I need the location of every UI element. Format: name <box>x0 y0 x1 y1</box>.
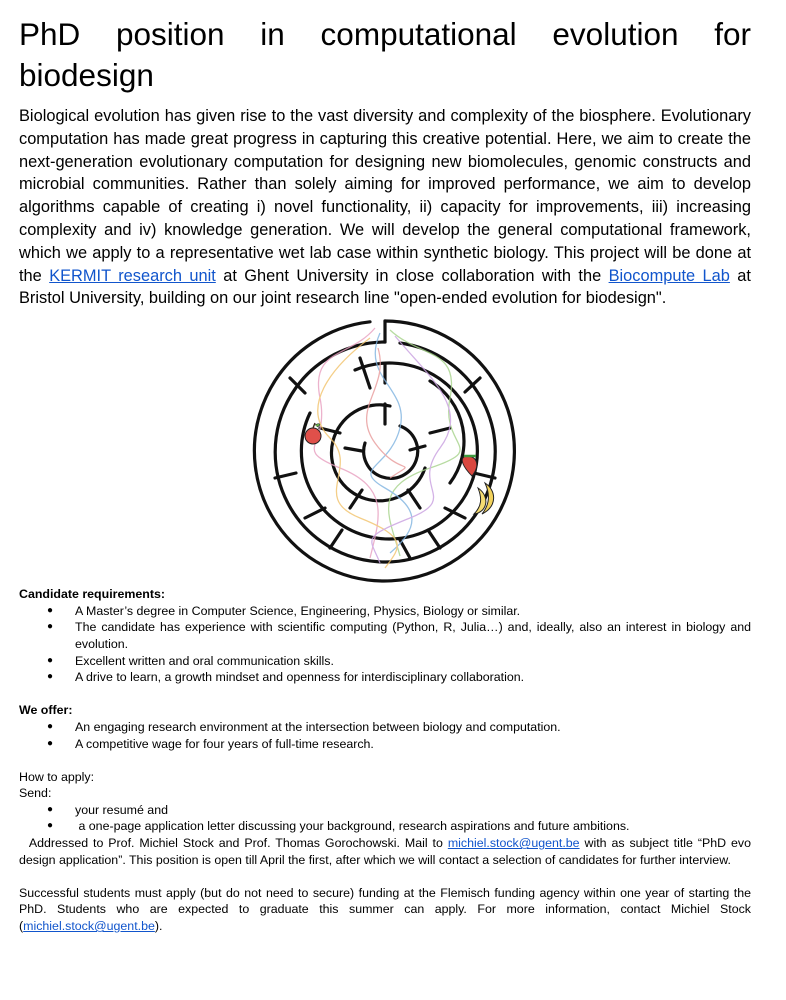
contact-email-link[interactable]: michiel.stock@ugent.be <box>23 919 155 934</box>
kermit-link[interactable]: KERMIT research unit <box>49 266 216 285</box>
address-text: Addressed to Prof. Michiel Stock and Prof. Thomas Gorochowski. Mail to <box>19 836 448 851</box>
list-item: ● your resumé and <box>19 802 751 819</box>
biocompute-link[interactable]: Biocompute Lab <box>608 266 730 285</box>
list-item: ● Excellent written and oral communication skills. <box>19 653 751 670</box>
maze-illustration <box>19 318 751 586</box>
requirements-list <box>19 603 751 686</box>
send-label: Send: <box>19 786 52 801</box>
closing-text: Successful students must apply (but do not need to secure) funding at the Flemisch funding agency within one year of starting the PhD. Students who are expected to graduate this summer can apply. For more information, contact Michiel Stock ( <box>19 885 751 934</box>
requirements-heading: Candidate requirements: <box>19 587 165 602</box>
page-title: PhD position in computational evolution for biodesign <box>19 16 751 93</box>
list-item: ● a one-page application letter discussing your background, research aspirations and future ambitions. <box>19 818 751 835</box>
closing-paragraph <box>19 885 751 935</box>
list-item: ● An engaging research environment at the intersection between biology and computation. <box>19 719 751 736</box>
list-item: ● The candidate has experience with scientific computing (Python, R, Julia…) and, ideally, also an interest in biology and evolution. <box>19 619 751 652</box>
banana-icon <box>474 483 494 514</box>
apple-icon <box>305 423 321 444</box>
address-text: with as subject title “PhD evo design application”. This position is open till April the first, after which we will contact a selection of candidates for further interview. <box>19 836 755 867</box>
address-paragraph <box>19 835 755 868</box>
list-item: ● A Master’s degree in Computer Science, Engineering, Physics, Biology or similar. <box>19 603 751 620</box>
maze-ring-4 <box>331 405 425 501</box>
maze-drawing <box>250 318 520 586</box>
list-item: ● A drive to learn, a growth mindset and openness for interdisciplinary collaboration. <box>19 669 751 686</box>
maze-outer-ring <box>254 321 514 581</box>
strawberry-icon <box>462 456 477 476</box>
intro-text: Biological evolution has given rise to the vast diversity and complexity of the biosphere. Evolutionary computation has made great progress in capturing this creative potential. Here, we aim to create the next-generation evolutionary computation for designing new biomolecules, genomic constructs and microbial communities. Rather than solely aiming for improved performance, we aim to develop algorithms capable of creating i) novel functionality, ii) capacity for improvements, iii) increasing complexity and iv) knowledge generation. We will develop the general computational framework, which we apply to a representative wet lab case within synthetic biology. This project will be done at the <box>19 107 751 285</box>
document-page <box>19 14 755 935</box>
intro-text: at Ghent University in close collaboration with the <box>215 266 609 285</box>
apply-list <box>19 802 751 835</box>
apply-heading: How to apply: <box>19 769 95 784</box>
email-link[interactable]: michiel.stock@ugent.be <box>447 836 580 851</box>
list-item: ● A competitive wage for four years of full-time research. <box>19 736 751 753</box>
offer-list <box>19 719 751 752</box>
offer-heading: We offer: <box>19 703 73 718</box>
details-section <box>19 586 755 934</box>
intro-text: at Bristol University, building on our joint research line "open-ended evolution for biodesign". <box>19 266 751 308</box>
intro-paragraph <box>19 105 751 310</box>
closing-text: ). <box>154 919 163 934</box>
